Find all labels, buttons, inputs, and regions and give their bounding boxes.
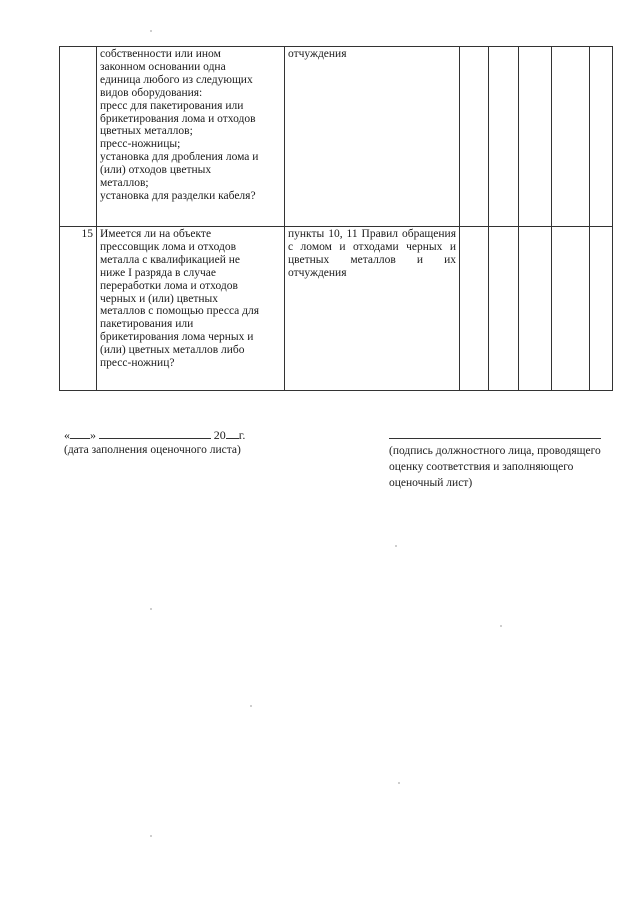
comment-cell[interactable] (552, 47, 590, 227)
question-line: пакетирования или (100, 318, 194, 331)
question-line: металла с квалификацией не (100, 253, 240, 266)
question-line: установка для разделки кабеля? (100, 189, 256, 202)
scan-speck (500, 625, 502, 627)
date-year: 20 (213, 428, 226, 442)
scan-speck (398, 782, 400, 784)
date-close-quote: » (90, 428, 96, 442)
scan-speck (150, 30, 152, 32)
signature-line[interactable] (389, 437, 601, 439)
answer-no-cell[interactable] (489, 47, 519, 227)
question-line: единица любого из следующих (100, 73, 253, 86)
extra-cell[interactable] (590, 47, 613, 227)
reference-cell: отчуждения (285, 47, 460, 227)
question-line: брикетирования лома черных и (100, 331, 254, 344)
date-year-suffix: г. (238, 428, 246, 442)
answer-yes-cell[interactable] (460, 47, 489, 227)
question-line: ниже I разряда в случае (100, 266, 216, 279)
question-line: пресс-ножницы; (100, 138, 181, 151)
question-line: собственности или ином (100, 48, 221, 60)
question-line: черных и (или) цветных (100, 292, 219, 305)
question-line: законном основании одна (100, 60, 226, 73)
question-line: цветных металлов; (100, 125, 193, 138)
table-row (60, 47, 613, 227)
question-cell (97, 47, 285, 227)
question-line: (или) отходов цветных (100, 164, 212, 177)
answer-na-cell[interactable] (519, 227, 552, 391)
answer-na-cell[interactable] (519, 47, 552, 227)
day-blank[interactable] (70, 428, 90, 439)
question-line: видов оборудования: (100, 86, 203, 99)
signature-caption: (подпись должностного лица, проводящего оценку соответствия и заполняющего оценочный лист) (389, 445, 601, 489)
scan-speck (250, 705, 252, 707)
answer-yes-cell[interactable] (460, 227, 489, 391)
question-line: Имеется ли на объекте (100, 228, 212, 240)
row-number-cell (60, 47, 97, 227)
month-blank[interactable] (99, 428, 211, 439)
year-blank[interactable] (226, 428, 239, 439)
date-caption: (дата заполнения оценочного листа) (64, 444, 241, 456)
row-number-cell: 15 (60, 227, 97, 391)
answer-no-cell[interactable] (489, 227, 519, 391)
question-line: (или) цветных металлов либо (100, 344, 245, 357)
comment-cell[interactable] (552, 227, 590, 391)
question-line: металлов; (100, 177, 149, 190)
question-cell (97, 227, 285, 391)
question-line: установка для дробления лома и (100, 151, 259, 164)
scan-speck (150, 835, 152, 837)
reference-cell: пункты 10, 11 Правил обращения с ломом и отходами черных и цветных металлов и их отчуждения (285, 227, 460, 391)
table-row (60, 227, 613, 391)
checklist-table (59, 46, 613, 391)
date-open-quote: « (64, 428, 70, 442)
extra-cell[interactable] (590, 227, 613, 391)
question-line: прессовщик лома и отходов (100, 240, 237, 253)
question-line: переработки лома и отходов (100, 279, 238, 292)
question-line: металлов с помощью пресса для (100, 305, 260, 318)
question-line: брикетирования лома и отходов (100, 112, 256, 125)
question-line: пресс для пакетирования или (100, 99, 244, 112)
question-line: пресс-ножниц? (100, 357, 175, 370)
scan-speck (150, 608, 152, 610)
scan-speck (395, 545, 397, 547)
date-field (64, 428, 245, 443)
